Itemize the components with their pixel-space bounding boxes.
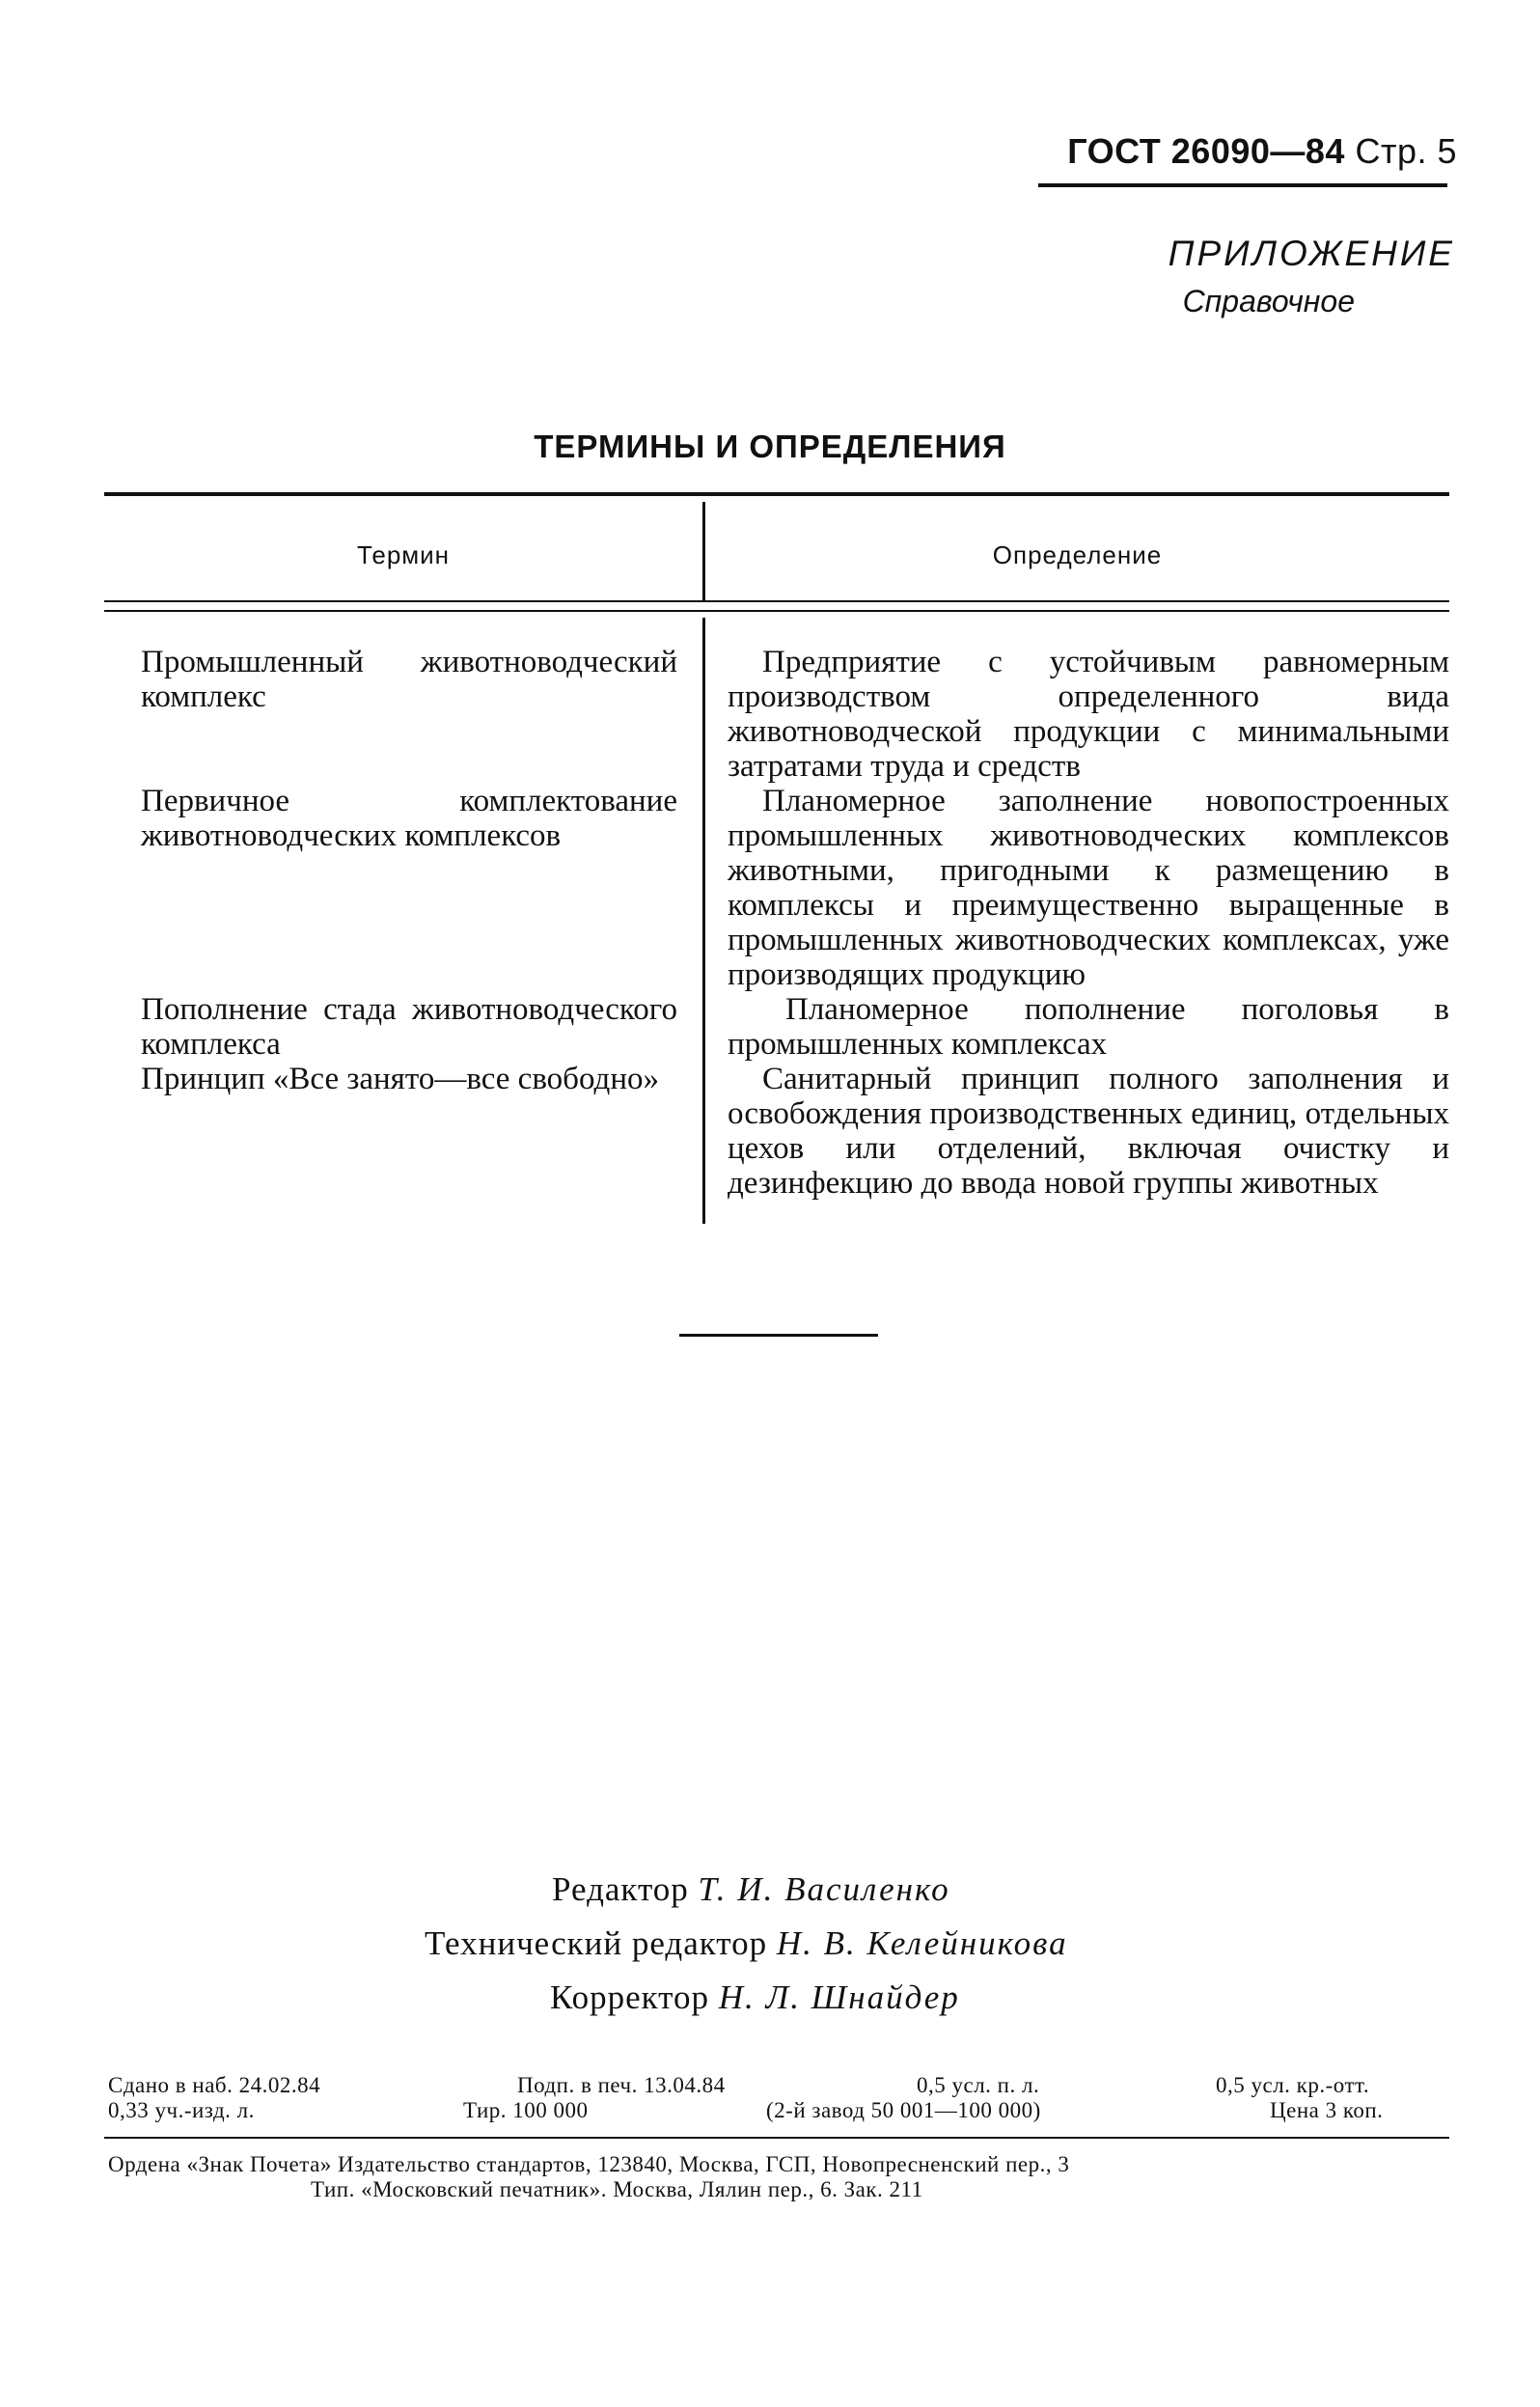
table-row-4-term: Принцип «Все занято—все свободно» — [141, 1062, 659, 1096]
header-rule — [1038, 183, 1447, 187]
table-row-3-term: Пополнение стада животноводческого комплекса — [141, 992, 677, 1062]
imprint-price: Цена 3 коп. — [1270, 2098, 1384, 2122]
imprint-print-sheets: 0,5 усл. п. л. — [917, 2073, 1040, 2097]
table-row-4-definition — [728, 1062, 1449, 1201]
credit-editor — [552, 1870, 950, 1909]
appendix-title: ПРИЛОЖЕНИЕ — [1168, 234, 1455, 273]
imprint-signed: Подп. в печ. 13.04.84 — [517, 2073, 726, 2097]
credit-corrector-label: Корректор — [550, 1978, 710, 2016]
table-top-rule — [104, 492, 1449, 496]
definition-text: Планомерное заполнение новопостроенных промышленных животноводческих комплексов животными, пригодными к размещению в комплексы и преимущественно выращенные в промышленных животноводческих комплексах, уже производящих продукцию — [728, 784, 1449, 992]
table-row-2-term: Первичное комплектование животноводческих комплексов — [141, 784, 677, 853]
table-body-divider — [702, 618, 705, 1224]
credit-editor-label: Редактор — [552, 1870, 689, 1908]
imprint-printer: Тип. «Московский печатник». Москва, Лялин пер., 6. Зак. 211 — [311, 2177, 923, 2201]
column-header-term: Термин — [356, 540, 451, 569]
table-row-3-definition — [728, 992, 1449, 1062]
section-end-rule — [679, 1334, 878, 1337]
table-header-rule — [104, 600, 1449, 602]
imprint-plant: (2-й завод 50 001—100 000) — [766, 2098, 1041, 2122]
appendix-type: Справочное — [1182, 284, 1355, 318]
table-row-2-definition — [728, 784, 1449, 992]
definition-text: Санитарный принцип полного заполнения и освобождения производственных единиц, отдельных цехов или отделений, включая очистку и дезинфекцию до ввода новой группы животных — [728, 1062, 1449, 1201]
column-header-definition: Определение — [992, 540, 1163, 569]
imprint-submitted: Сдано в наб. 24.02.84 — [108, 2073, 321, 2097]
table-row-1-term: Промышленный животноводческий комплекс — [141, 645, 677, 714]
definition-text: Предприятие с устойчивым равномерным производством определенного вида животноводческой продукции с минимальными затратами труда и средств — [728, 645, 1449, 784]
imprint-color-prints: 0,5 усл. кр.-отт. — [1216, 2073, 1370, 2097]
credit-editor-name: Т. И. Василенко — [698, 1870, 950, 1908]
credit-tech-editor — [425, 1924, 1068, 1963]
credit-corrector-name: Н. Л. Шнайдер — [718, 1978, 960, 2016]
credit-corrector — [550, 1978, 960, 2017]
table-row-1-definition — [728, 645, 1449, 784]
imprint-rule — [104, 2137, 1449, 2139]
imprint-publisher: Ордена «Знак Почета» Издательство стандартов, 123840, Москва, ГСП, Новопресненский пер., 3 — [108, 2152, 1070, 2176]
page-header — [1032, 131, 1457, 172]
imprint-publisher-sheets: 0,33 уч.-изд. л. — [108, 2098, 255, 2122]
credit-tech-editor-name: Н. В. Келейникова — [776, 1924, 1068, 1962]
table-header-rule-double — [104, 610, 1449, 612]
document-title: ТЕРМИНЫ И ОПРЕДЕЛЕНИЯ — [534, 429, 1006, 464]
page-number: Стр. 5 — [1355, 131, 1457, 171]
imprint-circulation: Тир. 100 000 — [463, 2098, 589, 2122]
credit-tech-editor-label: Технический редактор — [425, 1924, 768, 1962]
standard-number: ГОСТ 26090—84 — [1067, 131, 1345, 171]
definition-text: Планомерное пополнение поголовья в промышленных комплексах — [728, 992, 1449, 1062]
